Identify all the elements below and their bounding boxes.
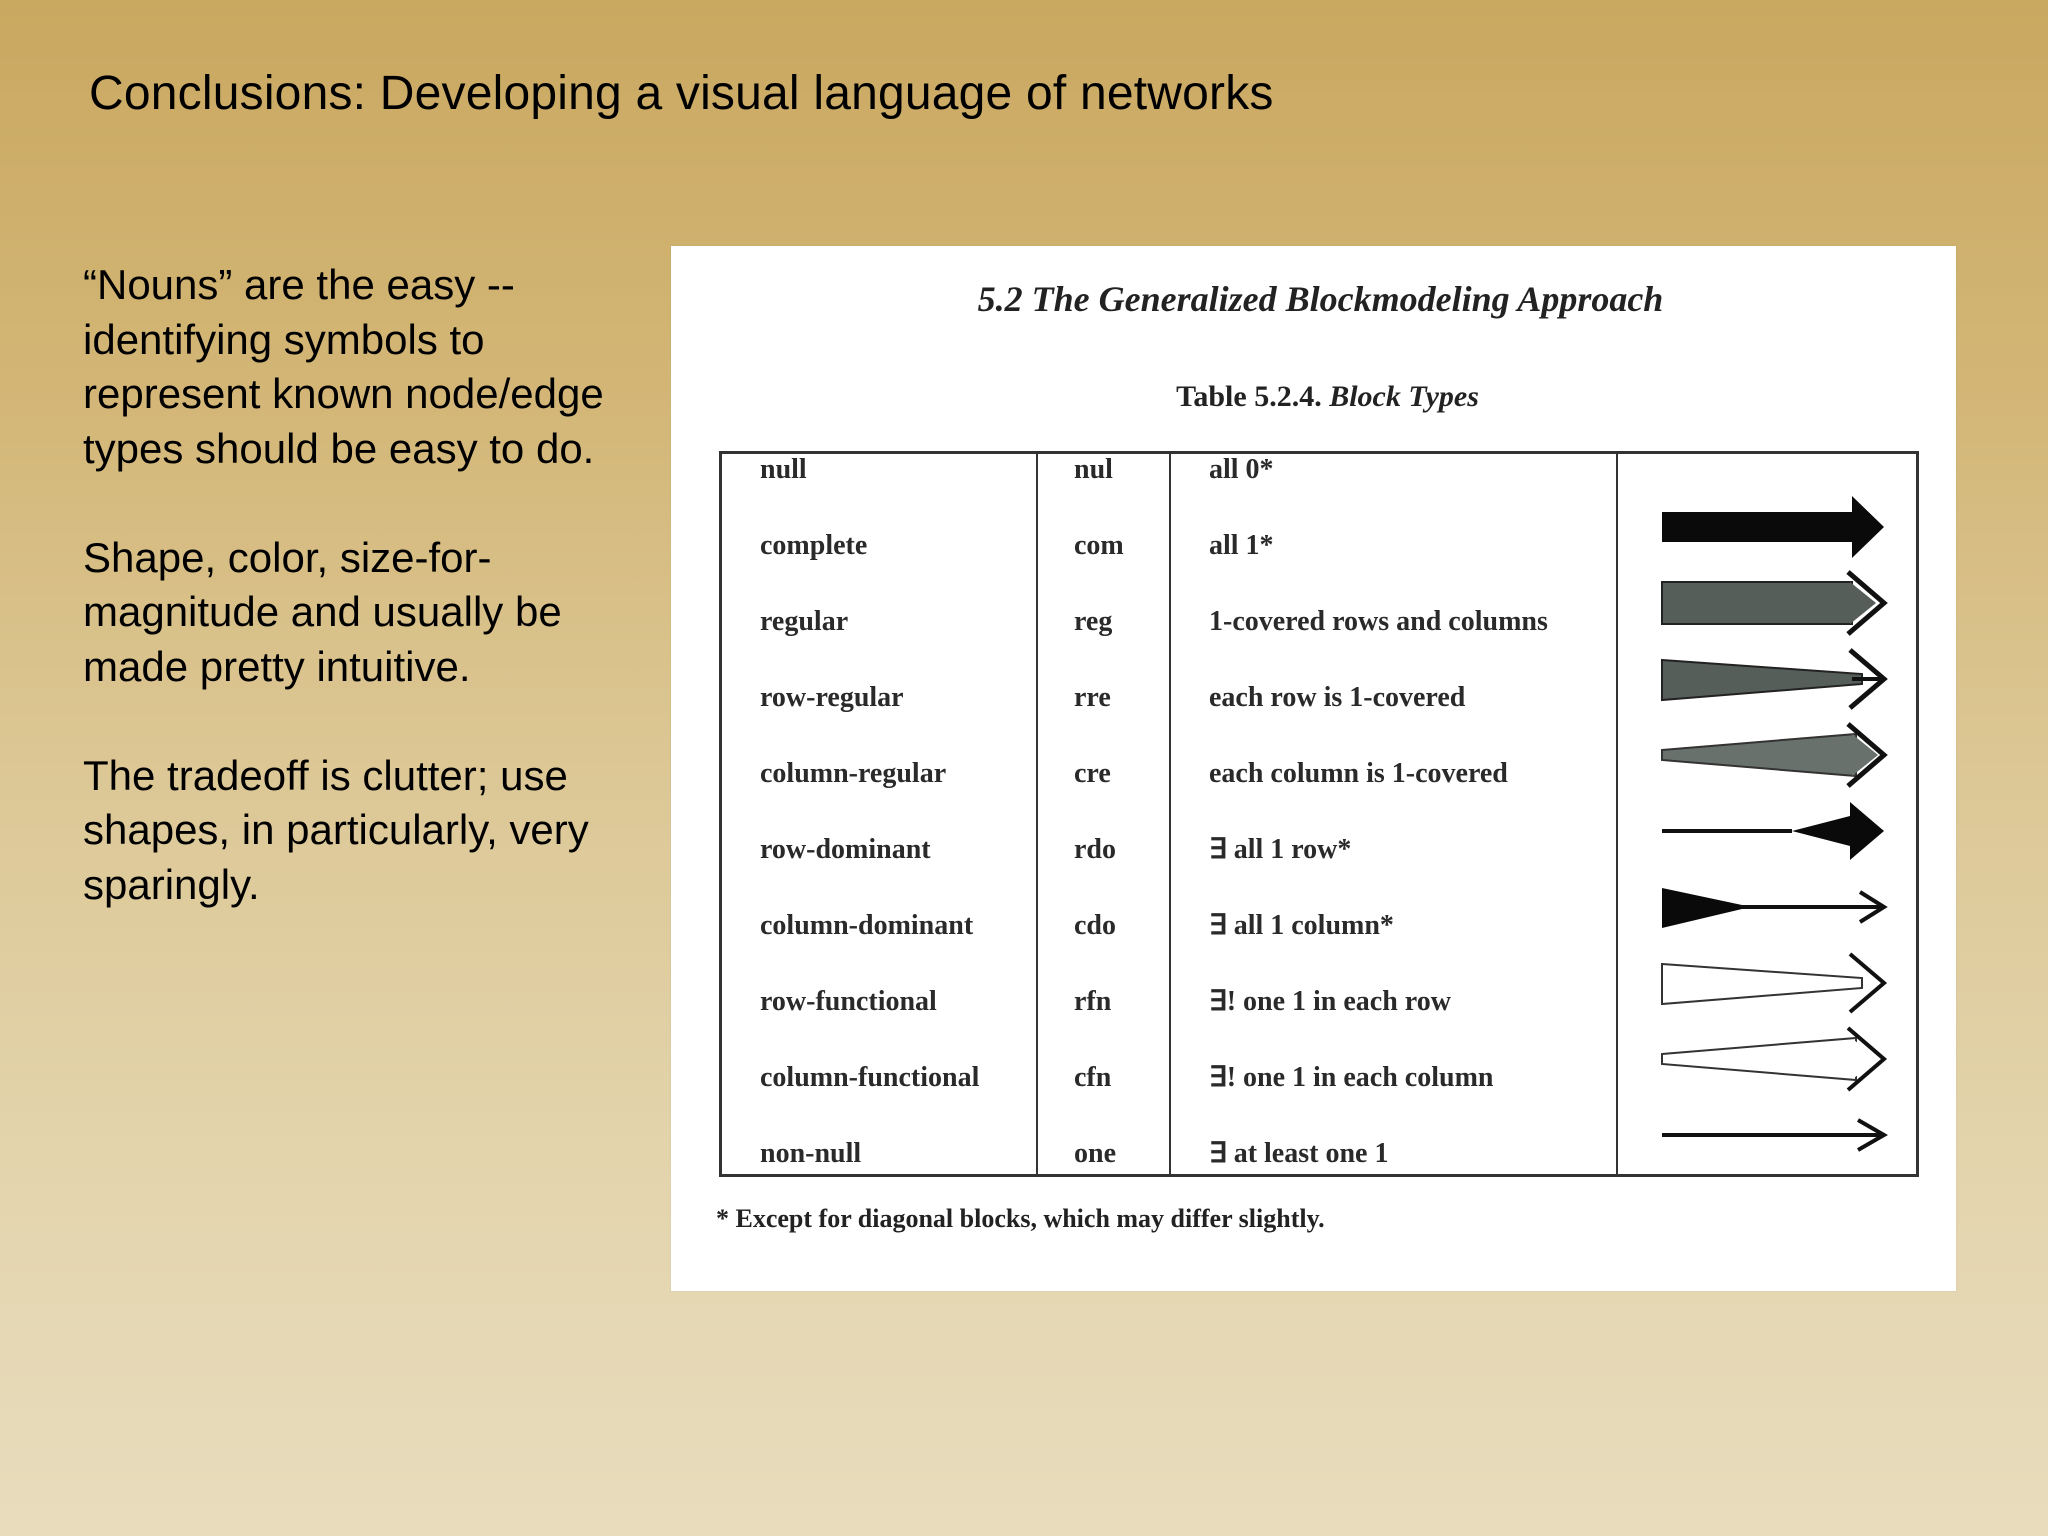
block-types-table: [719, 451, 1919, 1177]
paragraph-tradeoff: The tradeoff is clutter; use shapes, in particularly, very sparingly.: [83, 751, 589, 908]
block-type-abbreviation: reg: [1074, 606, 1113, 637]
hollow-tapering-arrow-icon: [1652, 948, 1902, 1018]
block-type-name: row-regular: [760, 682, 904, 713]
block-type-abbreviation: nul: [1074, 454, 1113, 485]
block-type-description: ∃! one 1 in each row: [1209, 986, 1451, 1017]
thick-black-arrow-icon: [1652, 492, 1902, 562]
block-type-name: regular: [760, 606, 849, 637]
block-type-name: non-null: [760, 1138, 862, 1169]
thin-line-arrow-icon: [1652, 1100, 1902, 1170]
block-type-name: column-dominant: [760, 910, 974, 941]
block-type-name: null: [760, 454, 807, 485]
block-type-abbreviation: one: [1074, 1138, 1116, 1169]
solid-tail-open-head-arrow-icon: [1652, 872, 1902, 942]
block-type-name: complete: [760, 530, 868, 561]
table-footnote: * Except for diagonal blocks, which may differ slightly.: [716, 1204, 1325, 1233]
block-type-abbreviation: cre: [1074, 758, 1111, 789]
paragraph-shape-color: Shape, color, size-for-magnitude and usually be made pretty intuitive.: [83, 533, 562, 690]
block-type-description: ∃ all 1 column*: [1209, 910, 1394, 941]
line-to-solid-head-arrow-icon: [1652, 796, 1902, 866]
block-type-name: row-dominant: [760, 834, 931, 865]
block-type-description: ∃ at least one 1: [1209, 1138, 1389, 1169]
thick-gray-arrow-icon: [1652, 568, 1902, 638]
block-type-description: all 0*: [1209, 454, 1274, 485]
block-type-name: column-regular: [760, 758, 947, 789]
block-type-abbreviation: cfn: [1074, 1062, 1112, 1093]
block-type-description: 1-covered rows and columns: [1209, 606, 1548, 637]
block-type-abbreviation: rre: [1074, 682, 1111, 713]
table-row: [722, 1132, 1916, 1208]
block-type-abbreviation: rfn: [1074, 986, 1112, 1017]
hollow-widening-arrow-icon: [1652, 1024, 1902, 1094]
slide-body-text: [83, 258, 663, 967]
table-caption-number: Table 5.2.4.: [1176, 380, 1322, 413]
block-type-abbreviation: rdo: [1074, 834, 1116, 865]
block-type-name: row-functional: [760, 986, 937, 1017]
block-type-abbreviation: cdo: [1074, 910, 1116, 941]
figure-heading: 5.2 The Generalized Blockmodeling Approach: [977, 279, 1664, 319]
block-type-abbreviation: com: [1074, 530, 1124, 561]
block-types-figure: [671, 246, 1956, 1291]
table-caption: [671, 380, 1956, 414]
slide-title: Conclusions: Developing a visual language of networks: [89, 67, 1274, 120]
block-type-description: all 1*: [1209, 530, 1274, 561]
table-caption-title: Block Types: [1329, 380, 1479, 413]
block-type-name: column-functional: [760, 1062, 980, 1093]
tapering-gray-arrow-icon: [1652, 644, 1902, 714]
block-type-description: each column is 1-covered: [1209, 758, 1508, 789]
block-type-description: ∃ all 1 row*: [1209, 834, 1352, 865]
block-type-description: ∃! one 1 in each column: [1209, 1062, 1494, 1093]
paragraph-nouns: “Nouns” are the easy -- identifying symbols to represent known node/edge types should be easy to do.: [83, 261, 604, 472]
widening-gray-arrow-icon: [1652, 720, 1902, 790]
block-type-description: each row is 1-covered: [1209, 682, 1466, 713]
